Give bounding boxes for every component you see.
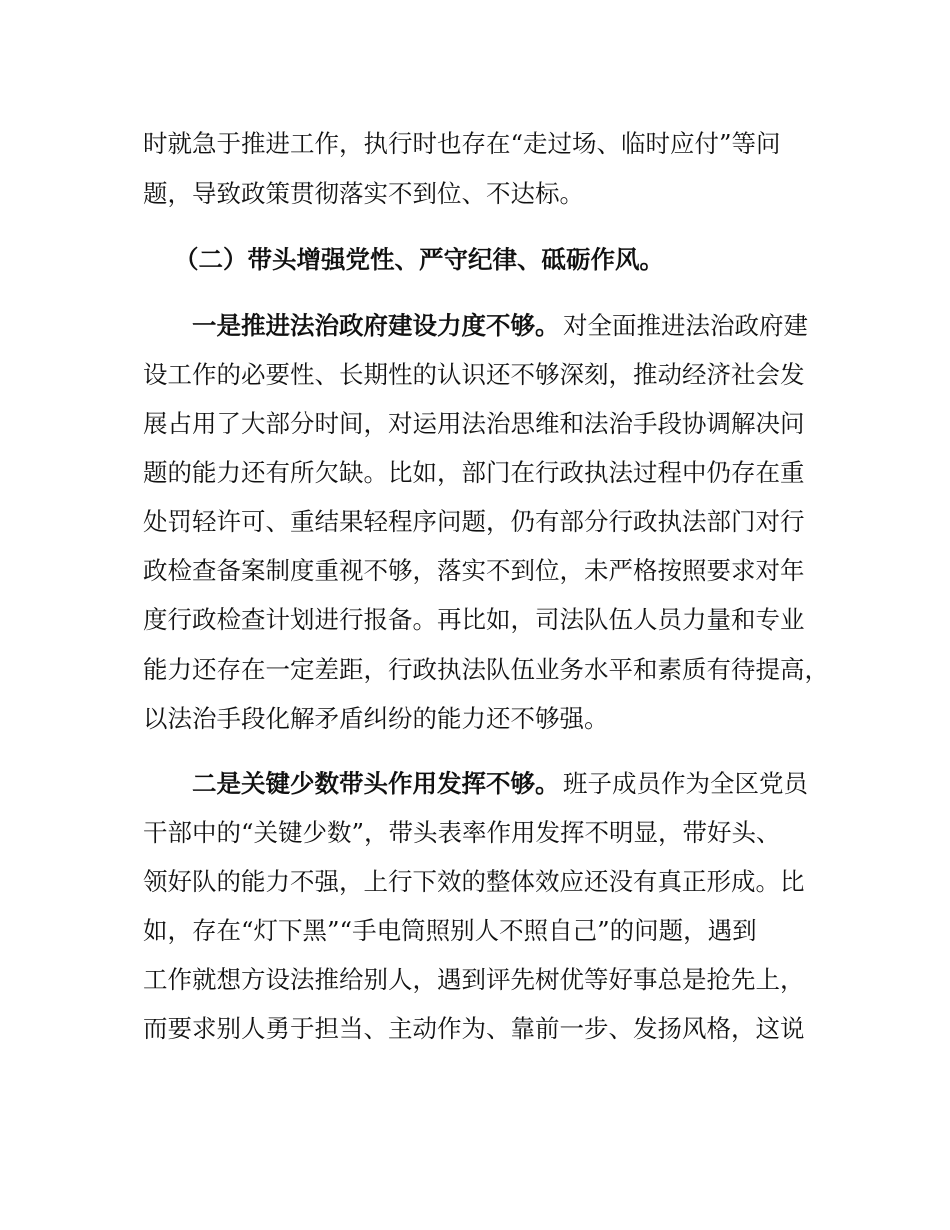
paragraph-line xyxy=(0,551,950,591)
paragraph-line xyxy=(0,174,950,214)
paragraph-line xyxy=(0,960,950,1000)
paragraph-line xyxy=(0,306,950,346)
paragraph-lead-bold: 二是关键少数带头作用发挥不够。 xyxy=(192,769,560,798)
paragraph-line xyxy=(0,453,950,493)
paragraph-line xyxy=(0,124,950,164)
body-text: 领好队的能力不强，上行下效的整体效应还没有真正形成。比 xyxy=(143,867,805,896)
body-text: 能力还存在一定差距，行政执法队伍业务水平和素质有待提高， xyxy=(143,655,829,684)
paragraph-line xyxy=(0,911,950,951)
body-text: 设工作的必要性、长期性的认识还不够深刻，推动经济社会发 xyxy=(143,360,805,389)
paragraph-line xyxy=(0,862,950,902)
body-text: 如，存在“灯下黑”“手电筒照别人不照自己”的问题，遇到 xyxy=(143,916,757,945)
body-text: 对全面推进法治政府建 xyxy=(563,311,808,340)
section-heading xyxy=(0,240,950,280)
paragraph-line xyxy=(0,355,950,395)
paragraph-line xyxy=(0,1009,950,1049)
body-text: 班子成员作为全区党员 xyxy=(563,769,808,798)
paragraph-line xyxy=(0,813,950,853)
paragraph-line xyxy=(0,699,950,739)
body-text: 题的能力还有所欠缺。比如，部门在行政执法过程中仍存在重 xyxy=(143,458,805,487)
body-text: 展占用了大部分时间，对运用法治思维和法治手段协调解决问 xyxy=(143,409,805,438)
body-text: 以法治手段化解矛盾纠纷的能力还不够强。 xyxy=(143,704,609,733)
body-text: 政检查备案制度重视不够，落实不到位，未严格按照要求对年 xyxy=(143,556,805,585)
paragraph-lead-bold: 一是推进法治政府建设力度不够。 xyxy=(192,311,560,340)
section-heading-text: （二）带头增强党性、严守纪律、砥砺作风。 xyxy=(174,245,664,274)
paragraph-line xyxy=(0,502,950,542)
paragraph-line xyxy=(0,650,950,690)
paragraph-line xyxy=(0,764,950,804)
body-text: 题，导致政策贯彻落实不到位、不达标。 xyxy=(143,179,584,208)
body-text: 处罚轻许可、重结果轻程序问题，仍有部分行政执法部门对行 xyxy=(143,507,805,536)
body-text: 工作就想方设法推给别人，遇到评先树优等好事总是抢先上， xyxy=(143,965,805,994)
paragraph-line xyxy=(0,404,950,444)
body-text: 时就急于推进工作，执行时也存在“走过场、临时应付”等问 xyxy=(143,129,781,158)
body-text: 而要求别人勇于担当、主动作为、靠前一步、发扬风格，这说 xyxy=(143,1014,805,1043)
body-text: 干部中的“关键少数”，带头表率作用发挥不明显，带好头、 xyxy=(143,818,781,847)
paragraph-line xyxy=(0,600,950,640)
body-text: 度行政检查计划进行报备。再比如，司法队伍人员力量和专业 xyxy=(143,605,805,634)
